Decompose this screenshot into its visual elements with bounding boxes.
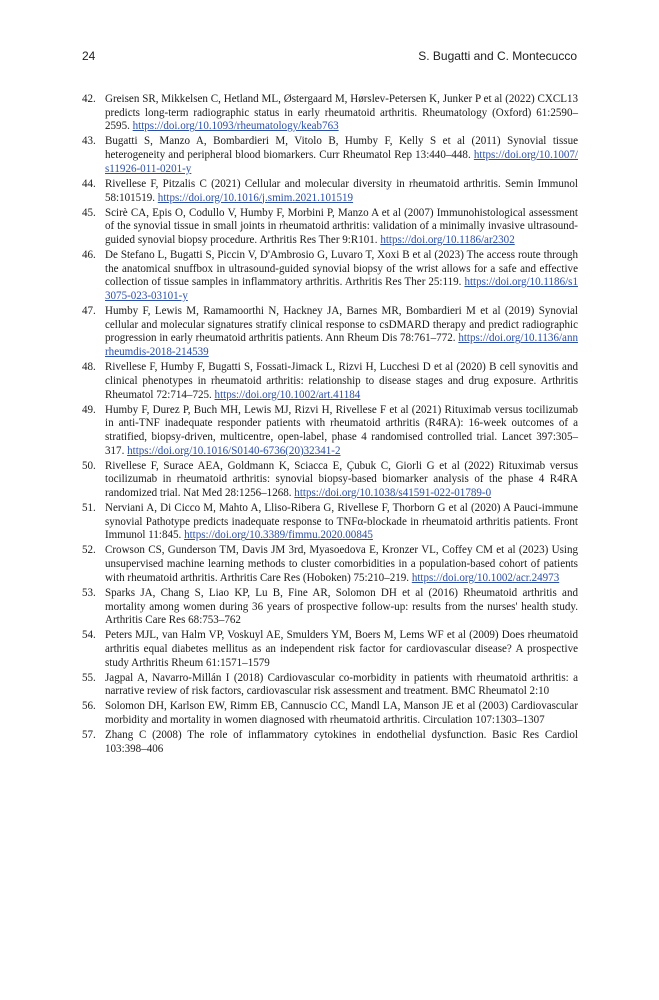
reference-number: 45.	[82, 206, 96, 219]
reference-number: 43.	[82, 135, 96, 148]
reference-text: Jagpal A, Navarro-Millán I (2018) Cardiovascular co-morbidity in patients with rheumatoid arthritis: a narrative review of risk factors, cardiovascular risk assessment and treatment. BMC Rheumatol 2:10	[105, 671, 578, 698]
reference-item	[82, 700, 578, 727]
reference-text: Sparks JA, Chang S, Liao KP, Lu B, Fine AR, Solomon DH et al (2016) Rheumatoid arthritis and mortality among women during 36 years of prospective follow-up: results from the nurses' health study. Arthritis Care Res 68:753–762	[105, 586, 578, 627]
reference-number: 56.	[82, 700, 96, 713]
reference-text: De Stefano L, Bugatti S, Piccin V, D'Ambrosio G, Luvaro T, Xoxi B et al (2023) The access route through the anatomical snuffbox in ultrasound-guided synovial biopsy of the wrist allows for a safe and effective collection of tissue samples in inflammatory arthritis. Arthritis Res Ther 25:119.	[105, 248, 578, 289]
reference-number: 54.	[82, 629, 96, 642]
reference-text: Greisen SR, Mikkelsen C, Hetland ML, Østergaard M, Hørslev-Petersen K, Junker P et al (2022) CXCL13 predicts long-term radiographic status in early rheumatoid arthritis. Rheumatology (Oxford) 61:2590–2595.	[105, 93, 578, 133]
reference-text: Humby F, Lewis M, Ramamoorthi N, Hackney JA, Barnes MR, Bombardieri M et al (2019) Synovial cellular and molecular signatures stratify clinical response to csDMARD therapy and predict radiographic progression in early rheumatoid arthritis patients. Ann Rheum Dis 78:761–772.	[105, 305, 578, 345]
reference-text: Rivellese F, Humby F, Bugatti S, Fossati-Jimack L, Rizvi H, Lucchesi D et al (2020) B cell synovitis and clinical phenotypes in rheumatoid arthritis: relationship to disease stages and drug exposure. Arthritis Rheumatol 72:714–725.	[105, 361, 578, 401]
reference-text: Solomon DH, Karlson EW, Rimm EB, Cannuscio CC, Mandl LA, Manson JE et al (2003) Cardiovascular morbidity and mortality in women diagnosed with rheumatoid arthritis. Circulation 107:1303–1307	[105, 700, 578, 727]
reference-item	[82, 207, 578, 248]
reference-number: 51.	[82, 502, 96, 515]
reference-item	[82, 544, 578, 585]
reference-text: Crowson CS, Gunderson TM, Davis JM 3rd, Myasoedova E, Kronzer VL, Coffey CM et al (2023) Using unsupervised machine learning methods to cluster comorbidities in a population-based cohort of patients with rheumatoid arthritis. Arthritis Care Res (Hoboken) 75:210–219.	[105, 544, 578, 584]
reference-item	[82, 135, 578, 176]
reference-item	[82, 502, 578, 543]
reference-number: 42.	[82, 93, 96, 105]
page-number: 24	[82, 49, 96, 63]
reference-number: 48.	[82, 361, 96, 374]
reference-text: Bugatti S, Manzo A, Bombardieri M, Vitolo B, Humby F, Kelly S et al (2011) Synovial tissue heterogeneity and peripheral blood biomarkers. Curr Rheumatol Rep 13:440–448.	[105, 135, 578, 162]
reference-text: Zhang C (2008) The role of inflammatory cytokines in endothelial dysfunction. Basic Res Cardiol 103:398–406	[105, 729, 578, 755]
reference-item	[82, 361, 578, 402]
reference-item	[82, 629, 578, 670]
reference-item	[82, 672, 578, 699]
reference-number: 49.	[82, 403, 96, 416]
chapter-authors: S. Bugatti and C. Montecucco	[418, 49, 577, 63]
reference-item	[82, 587, 578, 628]
reference-text: Scirè CA, Epis O, Codullo V, Humby F, Morbini P, Manzo A et al (2007) Immunohistological assessment of the synovial tissue in small joints in rheumatoid arthritis: validation of a minimally invasive ultrasound-guided synovial biopsy procedure. Arthritis Res Ther 9:R101.	[105, 206, 578, 246]
reference-text: Rivellese F, Pitzalis C (2021) Cellular and molecular diversity in rheumatoid arthritis. Semin Immunol 58:101519.	[105, 177, 578, 204]
reference-text: Rivellese F, Surace AEA, Goldmann K, Sciacca E, Çubuk C, Giorli G et al (2022) Rituximab versus tocilizumab in rheumatoid arthritis: synovial biopsy-based biomarker analysis of the phase 4 R4RA randomized trial. Nat Med 28:1256–1268.	[105, 459, 578, 500]
reference-number: 44.	[82, 177, 96, 190]
reference-number: 52.	[82, 544, 96, 557]
doi-link[interactable]: https://doi.org/10.1186/s13075-023-03101-y	[105, 276, 578, 303]
doi-link[interactable]: https://doi.org/10.3389/fimmu.2020.00845	[184, 529, 373, 542]
reference-item	[82, 249, 578, 304]
reference-number: 46.	[82, 248, 96, 261]
reference-number: 55.	[82, 671, 96, 684]
doi-link[interactable]: https://doi.org/10.1007/s11926-011-0201-y	[105, 149, 578, 175]
reference-text: Peters MJL, van Halm VP, Voskuyl AE, Smulders YM, Boers M, Lems WF et al (2009) Does rheumatoid arthritis equal diabetes mellitus as an independent risk factor for cardiovascular disease? A prospective study Arthritis Rheum 61:1571–1579	[105, 629, 578, 669]
reference-item	[82, 305, 578, 360]
reference-list	[82, 93, 578, 758]
reference-item	[82, 178, 578, 205]
reference-item	[82, 729, 578, 756]
reference-text: Nerviani A, Di Cicco M, Mahto A, Lliso-Ribera G, Rivellese F, Thorborn G et al (2020) A Pauci-immune synovial Pathotype predicts inadequate response to TNFα-blockade in rheumatoid arthritis patients. Front Immunol 11:845.	[105, 502, 578, 542]
doi-link[interactable]: https://doi.org/10.1038/s41591-022-01789-0	[294, 487, 492, 500]
reference-item	[82, 404, 578, 459]
doi-link[interactable]: https://doi.org/10.1186/ar2302	[380, 233, 515, 246]
doi-link[interactable]: https://doi.org/10.1016/S0140-6736(20)32341-2	[127, 444, 341, 457]
reference-number: 53.	[82, 586, 96, 599]
doi-link[interactable]: https://doi.org/10.1016/j.smim.2021.101519	[157, 191, 354, 204]
reference-number: 47.	[82, 305, 96, 318]
reference-item	[82, 460, 578, 501]
reference-text: Humby F, Durez P, Buch MH, Lewis MJ, Rizvi H, Rivellese F et al (2021) Rituximab versus tocilizumab in anti-TNF inadequate responder patients with rheumatoid arthritis (R4RA): 16-week outcomes of a stratified, biopsy-driven, multicentre, open-label, phase 4 randomised controlled trial. Lancet 397:305–317.	[105, 403, 578, 457]
running-head	[82, 49, 577, 67]
doi-link[interactable]: https://doi.org/10.1093/rheumatology/keab763	[132, 120, 339, 133]
doi-link[interactable]: https://doi.org/10.1002/acr.24973	[411, 571, 560, 584]
reference-number: 50.	[82, 459, 96, 472]
reference-number: 57.	[82, 729, 96, 742]
doi-link[interactable]: https://doi.org/10.1002/art.41184	[214, 388, 361, 401]
reference-item	[82, 93, 578, 134]
doi-link[interactable]: https://doi.org/10.1136/annrheumdis-2018-214539	[105, 332, 578, 359]
